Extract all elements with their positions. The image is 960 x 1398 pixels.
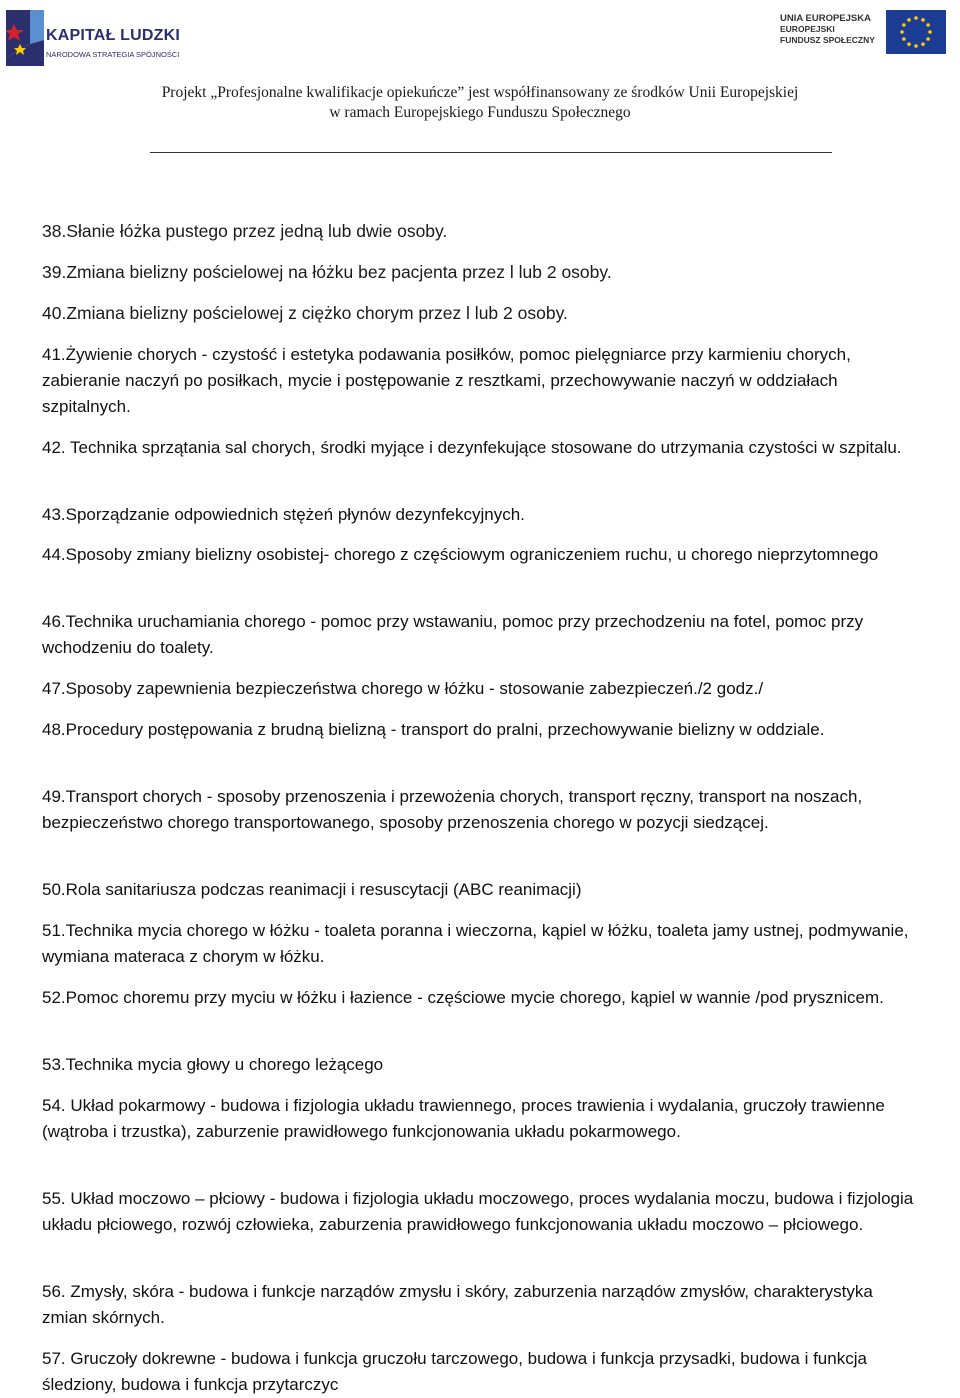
eu-star-icon	[921, 18, 925, 22]
eu-star-icon	[902, 23, 906, 27]
eu-star-icon	[902, 37, 906, 41]
list-item: 44.Sposoby zmiany bielizny osobistej- chorego z częściowym ograniczeniem ruchu, u chorego nieprzytomnego	[42, 545, 879, 564]
eu-star-icon	[926, 37, 930, 41]
header-logos	[0, 0, 960, 75]
project-line-1: Projekt „Profesjonalne kwalifikacje opiekuńcze” jest współfinansowany ze środków Unii Europejskiej	[161, 84, 799, 101]
list-item: 38.Słanie łóżka pustego przez jedną lub dwie osoby.	[42, 221, 448, 241]
kapital-ludzki-logo	[6, 10, 181, 70]
list-item: 49.Transport chorych - sposoby przenoszenia i przewożenia chorych, transport ręczny, transport na noszach, bezpieczeństwo chorego transportowanego, sposoby przenoszenia chorego w pozycji siedzącej.	[42, 787, 863, 832]
eu-star-icon	[928, 30, 932, 34]
list-item: 43.Sporządzanie odpowiednich stężeń płynów dezynfekcyjnych.	[42, 505, 525, 524]
list-item: 39.Zmiana bielizny pościelowej na łóżku bez pacjenta przez l lub 2 osoby.	[42, 262, 612, 282]
list-item: 48.Procedury postępowania z brudną bielizną - transport do pralni, przechowywanie bielizny w oddziale.	[42, 720, 825, 739]
project-statement	[0, 83, 960, 123]
list-item: 54. Układ pokarmowy - budowa i fizjologia układu trawiennego, proces trawienia i wydalania, gruczoły trawienne (wątroba i trzustka), zaburzenie prawidłowego funkcjonowania układu pokarmowego.	[42, 1096, 885, 1141]
eu-logo-line1: UNIA EUROPEJSKA	[780, 13, 871, 24]
eu-star-icon	[900, 30, 904, 34]
eu-star-icon	[907, 42, 911, 46]
list-item: 47.Sposoby zapewnienia bezpieczeństwa chorego w łóżku - stosowanie zabezpieczeń./2 godz./	[42, 679, 764, 698]
kapital-ludzki-mark-icon	[6, 10, 44, 66]
eu-logo-text	[780, 13, 880, 46]
kapital-ludzki-title: KAPITAŁ LUDZKI	[46, 27, 181, 44]
list-item: 42. Technika sprzątania sal chorych, środki myjące i dezynfekujące stosowane do utrzymania czystości w szpitalu.	[42, 438, 902, 457]
eu-star-icon	[907, 18, 911, 22]
list-item: 50.Rola sanitariusza podczas reanimacji i resuscytacji (ABC reanimacji)	[42, 880, 582, 899]
project-line-2: w ramach Europejskiego Funduszu Społecznego	[329, 104, 631, 121]
list-item: 52.Pomoc choremu przy myciu w łóżku i łazience - częściowe mycie chorego, kąpiel w wannie /pod prysznicem.	[42, 988, 884, 1007]
eu-flag-icon	[886, 10, 946, 54]
eu-star-icon	[926, 23, 930, 27]
eu-star-icon	[921, 42, 925, 46]
eu-logo-line2: EUROPEJSKI	[780, 24, 835, 34]
list-item: 51.Technika mycia chorego w łóżku - toaleta poranna i wieczorna, kąpiel w łóżku, toaleta jamy ustnej, podmywanie, wymiana materaca z chorym w łóżku.	[42, 921, 909, 966]
eu-logo	[780, 10, 946, 58]
list-item: 57. Gruczoły dokrewne - budowa i funkcja gruczołu tarczowego, budowa i funkcja przysadki, budowa i funkcja śledziony, budowa i funkcja przytarczyc	[42, 1349, 867, 1394]
list-item: 41.Żywienie chorych - czystość i estetyka podawania posiłków, pomoc pielęgniarce przy karmieniu chorych, zabieranie naczyń po posiłkach, mycie i postępowanie z resztkami, przechowywanie naczyń w oddziałach szpitalnych.	[42, 345, 851, 416]
header-rule	[150, 152, 832, 153]
list-item: 53.Technika mycia głowy u chorego leżącego	[42, 1055, 384, 1074]
list-item: 40.Zmiana bielizny pościelowej z ciężko chorym przez l lub 2 osoby.	[42, 303, 568, 323]
list-item: 56. Zmysły, skóra - budowa i funkcje narządów zmysłu i skóry, zaburzenia narządów zmysłów, charakterystyka zmian skórnych.	[42, 1282, 873, 1327]
eu-logo-line3: FUNDUSZ SPOŁECZNY	[780, 35, 875, 45]
kapital-ludzki-subtitle: NARODOWA STRATEGIA SPÓJNOŚCI	[46, 50, 180, 59]
list-item: 55. Układ moczowo – płciowy - budowa i fizjologia układu moczowego, proces wydalania moczu, budowa i fizjologia układu płciowego, rozwój człowieka, zaburzenia prawidłowego funkcjonowania układu moczowo – płciowego.	[42, 1189, 914, 1234]
list-item: 46.Technika uruchamiania chorego - pomoc przy wstawaniu, pomoc przy przechodzeniu na fotel, pomoc przy wchodzeniu do toalety.	[42, 612, 864, 657]
eu-star-icon	[914, 16, 918, 20]
eu-star-icon	[914, 44, 918, 48]
